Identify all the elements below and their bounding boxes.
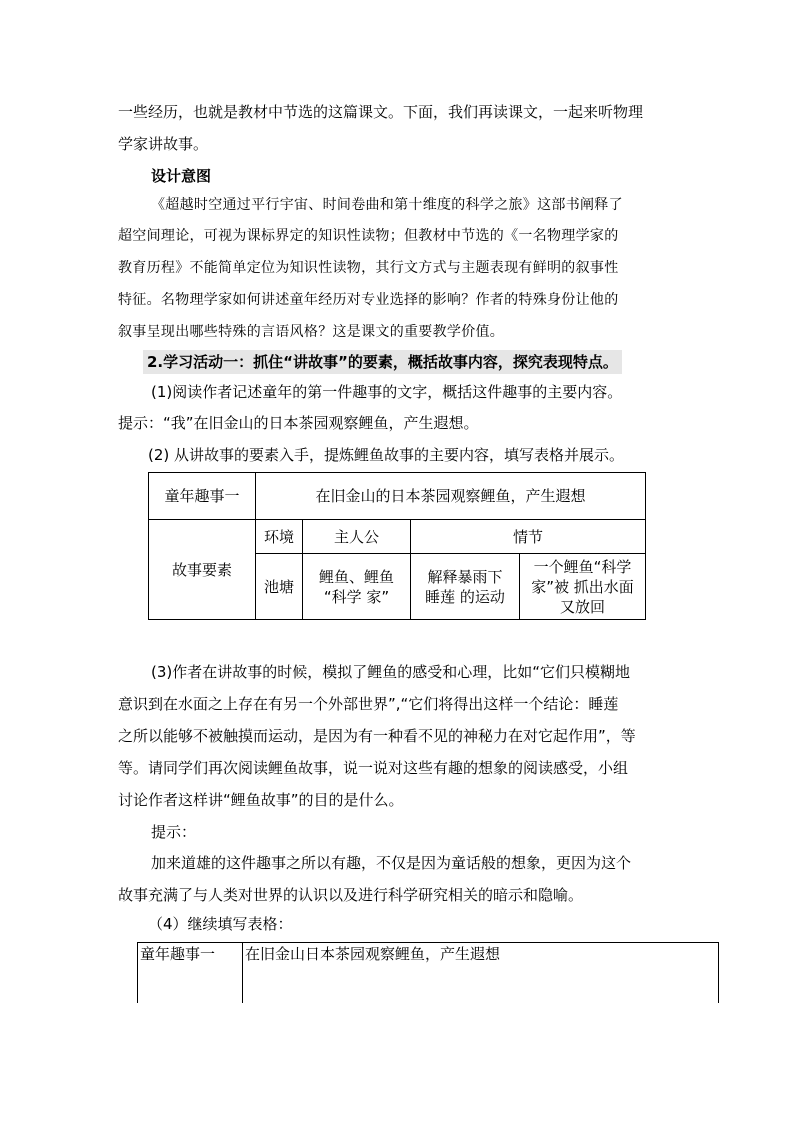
question-4: （4）继续填写表格： bbox=[148, 915, 293, 933]
cell-value: 池塘 bbox=[263, 577, 294, 596]
table-cell bbox=[256, 473, 646, 520]
row-label: 故事要素 bbox=[171, 560, 232, 579]
table-cell bbox=[149, 520, 256, 620]
cell-value: 又放回 bbox=[559, 597, 605, 616]
question-3-line: 等。请同学们再次阅读鲤鱼故事，说一说对这些有趣的想象的阅读感受，小组 bbox=[118, 759, 629, 777]
cell-value: 睡莲 的运动 bbox=[425, 587, 505, 606]
design-line: 教育历程》不能简单定位为知识性读物，其行文方式与主题表现有鲜明的叙事性 bbox=[118, 260, 619, 276]
paragraph-line: 一些经历，也就是教材中节选的这篇课文。下面，我们再读课文，一起来听物理 bbox=[118, 103, 644, 121]
column-header: 主人公 bbox=[333, 527, 379, 546]
hint-1: 提示：“我”在旧金山的日本茶园观察鲤鱼，产生遐想。 bbox=[118, 414, 479, 432]
table-cell bbox=[138, 943, 243, 1003]
hint-2-line: 加来道雄的这件趣事之所以有趣，不仅是因为童话般的想象，更因为这个 bbox=[151, 854, 632, 872]
question-1: (1)阅读作者记述童年的第一件趣事的文字，概括这件趣事的主要内容。 bbox=[151, 383, 623, 401]
table-cell bbox=[256, 520, 303, 554]
question-3-line: 之所以能够不被触摸而运动，是因为有一种看不见的神秘力在对它起作用”，等 bbox=[118, 727, 636, 745]
continue-table bbox=[137, 942, 719, 1003]
table-cell bbox=[303, 520, 411, 554]
cell-value: 解释暴雨下 bbox=[427, 567, 503, 586]
hint-2: 提示： bbox=[151, 823, 197, 841]
hint-2-line: 故事充满了与人类对世界的认识以及进行科学研究相关的暗示和隐喻。 bbox=[118, 886, 584, 904]
table-cell bbox=[256, 554, 303, 620]
question-3-line: 讨论作者这样讲“鲤鱼故事”的目的是什么。 bbox=[118, 791, 404, 809]
design-heading: 设计意图 bbox=[151, 167, 212, 185]
paragraph-line: 学家讲故事。 bbox=[118, 135, 209, 153]
table-cell bbox=[520, 554, 646, 620]
design-line: 叙事呈现出哪些特殊的言语风格？这是课文的重要教学价值。 bbox=[118, 324, 505, 340]
table-cell bbox=[411, 520, 646, 554]
design-line: 特征。名物理学家如何讲述童年经历对专业选择的影响？作者的特殊身份让他的 bbox=[118, 292, 619, 308]
design-line: 《超越时空通过平行宇宙、时间卷曲和第十维度的科学之旅》这部书阐释了 bbox=[151, 197, 623, 213]
cell-value: 家”被 抓出水面 bbox=[531, 577, 634, 596]
cell-value: 一个鲤鱼“科学 bbox=[533, 557, 632, 576]
cell-value: “科学 家” bbox=[323, 587, 390, 606]
column-header: 环境 bbox=[263, 527, 294, 546]
activity-heading: 2.学习活动一：抓住“讲故事”的要素，概括故事内容，探究表现特点。 bbox=[143, 350, 622, 374]
row-label: 童年趣事一 bbox=[164, 487, 240, 505]
table-cell bbox=[303, 554, 411, 620]
design-line: 超空间理论，可视为课标界定的知识性读物；但教材中节选的《一名物理学家的 bbox=[118, 228, 619, 244]
table-cell bbox=[149, 473, 256, 520]
row-value: 在旧金山的日本茶园观察鲤鱼，产生遐想 bbox=[315, 487, 586, 505]
row-label: 童年趣事一 bbox=[140, 945, 216, 963]
column-header: 情节 bbox=[512, 527, 543, 546]
question-3-line: 意识到在水面之上存在有另一个外部世界”,“它们将得出这样一个结论：睡莲 bbox=[118, 695, 619, 713]
row-value: 在旧金山日本茶园观察鲤鱼，产生遐想 bbox=[245, 945, 501, 963]
question-3: (3)作者在讲故事的时候，模拟了鲤鱼的感受和心理，比如“它们只模糊地 bbox=[151, 663, 631, 681]
table-cell bbox=[411, 554, 520, 620]
story-elements-table bbox=[148, 472, 646, 620]
question-2: (2) 从讲故事的要素入手，提炼鲤鱼故事的主要内容，填写表格并展示。 bbox=[148, 446, 625, 464]
table-cell bbox=[243, 943, 719, 1003]
cell-value: 鲤鱼、鲤鱼 bbox=[318, 567, 394, 586]
